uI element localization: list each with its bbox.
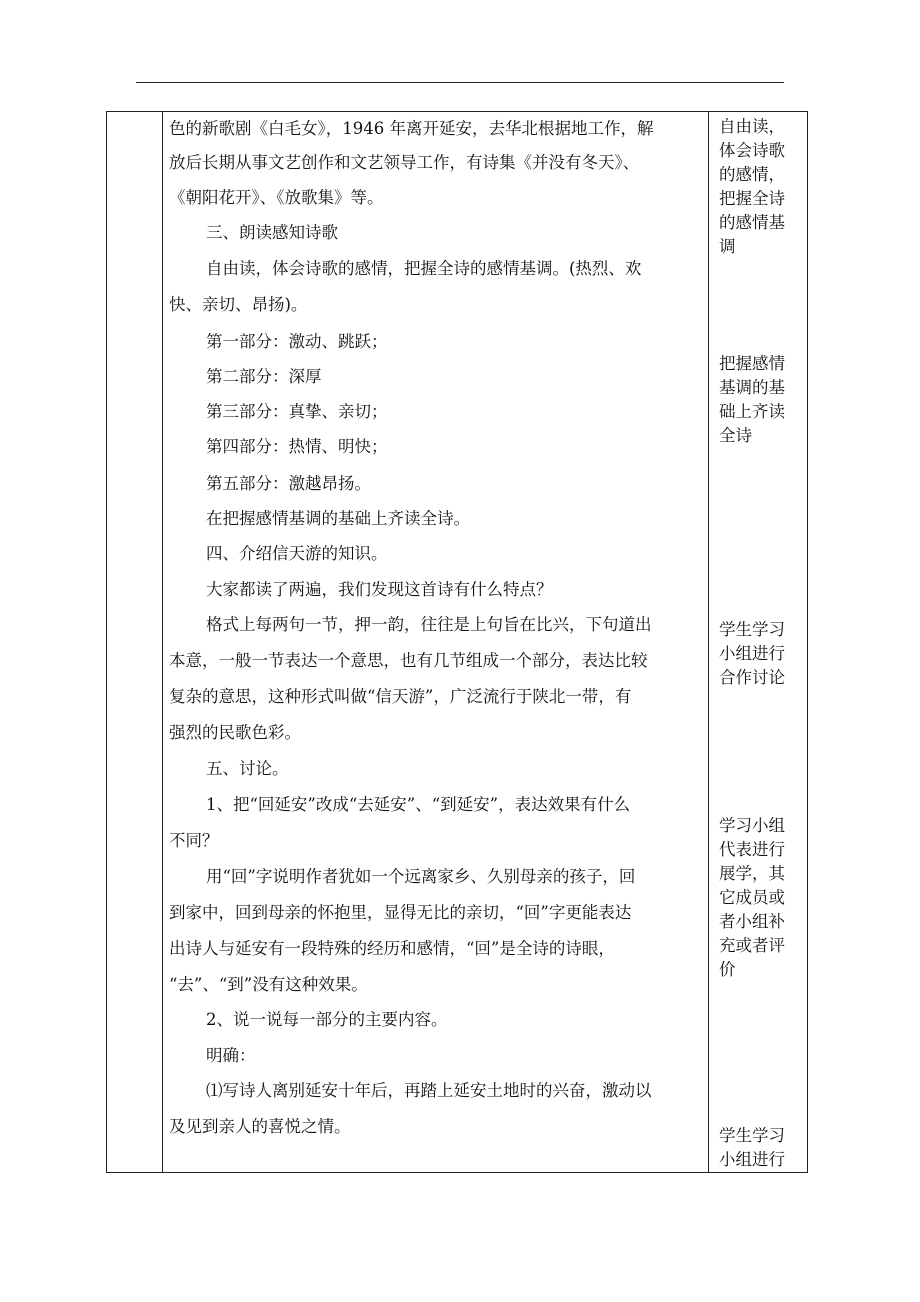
activity-note-line: 它成员或 <box>719 888 785 907</box>
activity-note-line: 价 <box>719 960 736 979</box>
content-line: 三、朗读感知诗歌 <box>206 223 338 242</box>
content-line: ⑴写诗人离别延安十年后，再踏上延安土地时的兴奋，激动以 <box>206 1081 652 1100</box>
activity-note-line: 小组进行 <box>719 1150 785 1169</box>
content-line: 《朝阳花开》、《放歌集》等。 <box>169 188 384 207</box>
content-line: 色的新歌剧《白毛女》，1946 年离开延安，去华北根据地工作，解 <box>169 119 654 138</box>
content-line: 2、说一说每一部分的主要内容。 <box>206 1010 448 1029</box>
content-line: 本意，一般一节表达一个意思，也有几节组成一个部分，表达比较 <box>169 651 648 670</box>
activity-note <box>719 352 799 448</box>
activity-note-line: 者小组补 <box>719 912 785 931</box>
activity-note-line: 础上齐读 <box>719 402 785 421</box>
content-line: “去”、“到”没有这种效果。 <box>169 975 368 994</box>
content-line: 强烈的民歌色彩。 <box>169 723 301 742</box>
content-line: 在把握感情基调的基础上齐读全诗。 <box>206 509 470 528</box>
content-line: 及见到亲人的喜悦之情。 <box>169 1117 351 1136</box>
activity-note <box>719 814 799 982</box>
activity-note-line: 学生学习 <box>719 620 785 639</box>
content-line: 明确： <box>206 1046 256 1065</box>
content-line: 第五部分：激越昂扬。 <box>206 474 371 493</box>
content-line: 到家中，回到母亲的怀抱里，显得无比的亲切，“回”字更能表达 <box>169 903 632 922</box>
activity-note-line: 学习小组 <box>719 816 785 835</box>
activity-note-line: 的感情基 <box>719 213 785 232</box>
activity-note-line: 充或者评 <box>719 936 785 955</box>
content-line: 四、介绍信天游的知识。 <box>206 544 388 563</box>
activity-note-line: 展学，其 <box>719 864 785 883</box>
content-line: 用“回”字说明作者犹如一个远离家乡、久别母亲的孩子，回 <box>206 867 636 886</box>
column-divider-left <box>162 112 163 1172</box>
activity-note-line: 基调的基 <box>719 378 785 397</box>
content-line: 第四部分：热情、明快； <box>206 437 388 456</box>
content-line: 1、把“回延安”改成“去延安”、“到延安”，表达效果有什么 <box>206 795 631 814</box>
content-line: 格式上每两句一节，押一韵，往往是上句旨在比兴，下句道出 <box>206 615 652 634</box>
content-line: 大家都读了两遍，我们发现这首诗有什么特点？ <box>206 580 553 599</box>
activity-note-line: 学生学习 <box>719 1126 785 1145</box>
activity-note-line: 合作讨论 <box>719 668 785 687</box>
content-line: 第二部分：深厚 <box>206 367 322 386</box>
content-line: 复杂的意思，这种形式叫做“信天游”，广泛流行于陕北一带，有 <box>169 687 632 706</box>
activity-note-line: 自由读， <box>719 117 785 136</box>
activity-note-line: 把握感情 <box>719 354 785 373</box>
content-line: 第一部分：激动、跳跃； <box>206 332 388 351</box>
activity-note <box>719 115 799 259</box>
column-divider-right <box>708 112 709 1172</box>
lesson-table <box>106 111 808 1173</box>
activity-note-line: 全诗 <box>719 426 752 445</box>
activity-note-line: 的感情， <box>719 165 785 184</box>
activity-note-line: 调 <box>719 237 736 256</box>
content-line: 第三部分：真挚、亲切； <box>206 402 388 421</box>
activity-note-line: 把握全诗 <box>719 189 785 208</box>
activity-note <box>719 618 799 690</box>
header-rule <box>136 82 784 83</box>
content-line: 五、讨论。 <box>206 759 289 778</box>
activity-note-line: 体会诗歌 <box>719 141 785 160</box>
content-line: 不同？ <box>169 831 219 850</box>
activity-note-line: 代表进行 <box>719 840 785 859</box>
content-line: 快、亲切、昂扬)。 <box>169 295 308 314</box>
activity-note-line: 小组进行 <box>719 644 785 663</box>
content-line: 自由读，体会诗歌的感情，把握全诗的感情基调。(热烈、欢 <box>206 259 642 278</box>
content-line: 出诗人与延安有一段特殊的经历和感情，“回”是全诗的诗眼， <box>169 939 615 958</box>
content-line: 放后长期从事文艺创作和文艺领导工作，有诗集《并没有冬天》、 <box>169 153 640 172</box>
activity-note <box>719 1124 799 1172</box>
